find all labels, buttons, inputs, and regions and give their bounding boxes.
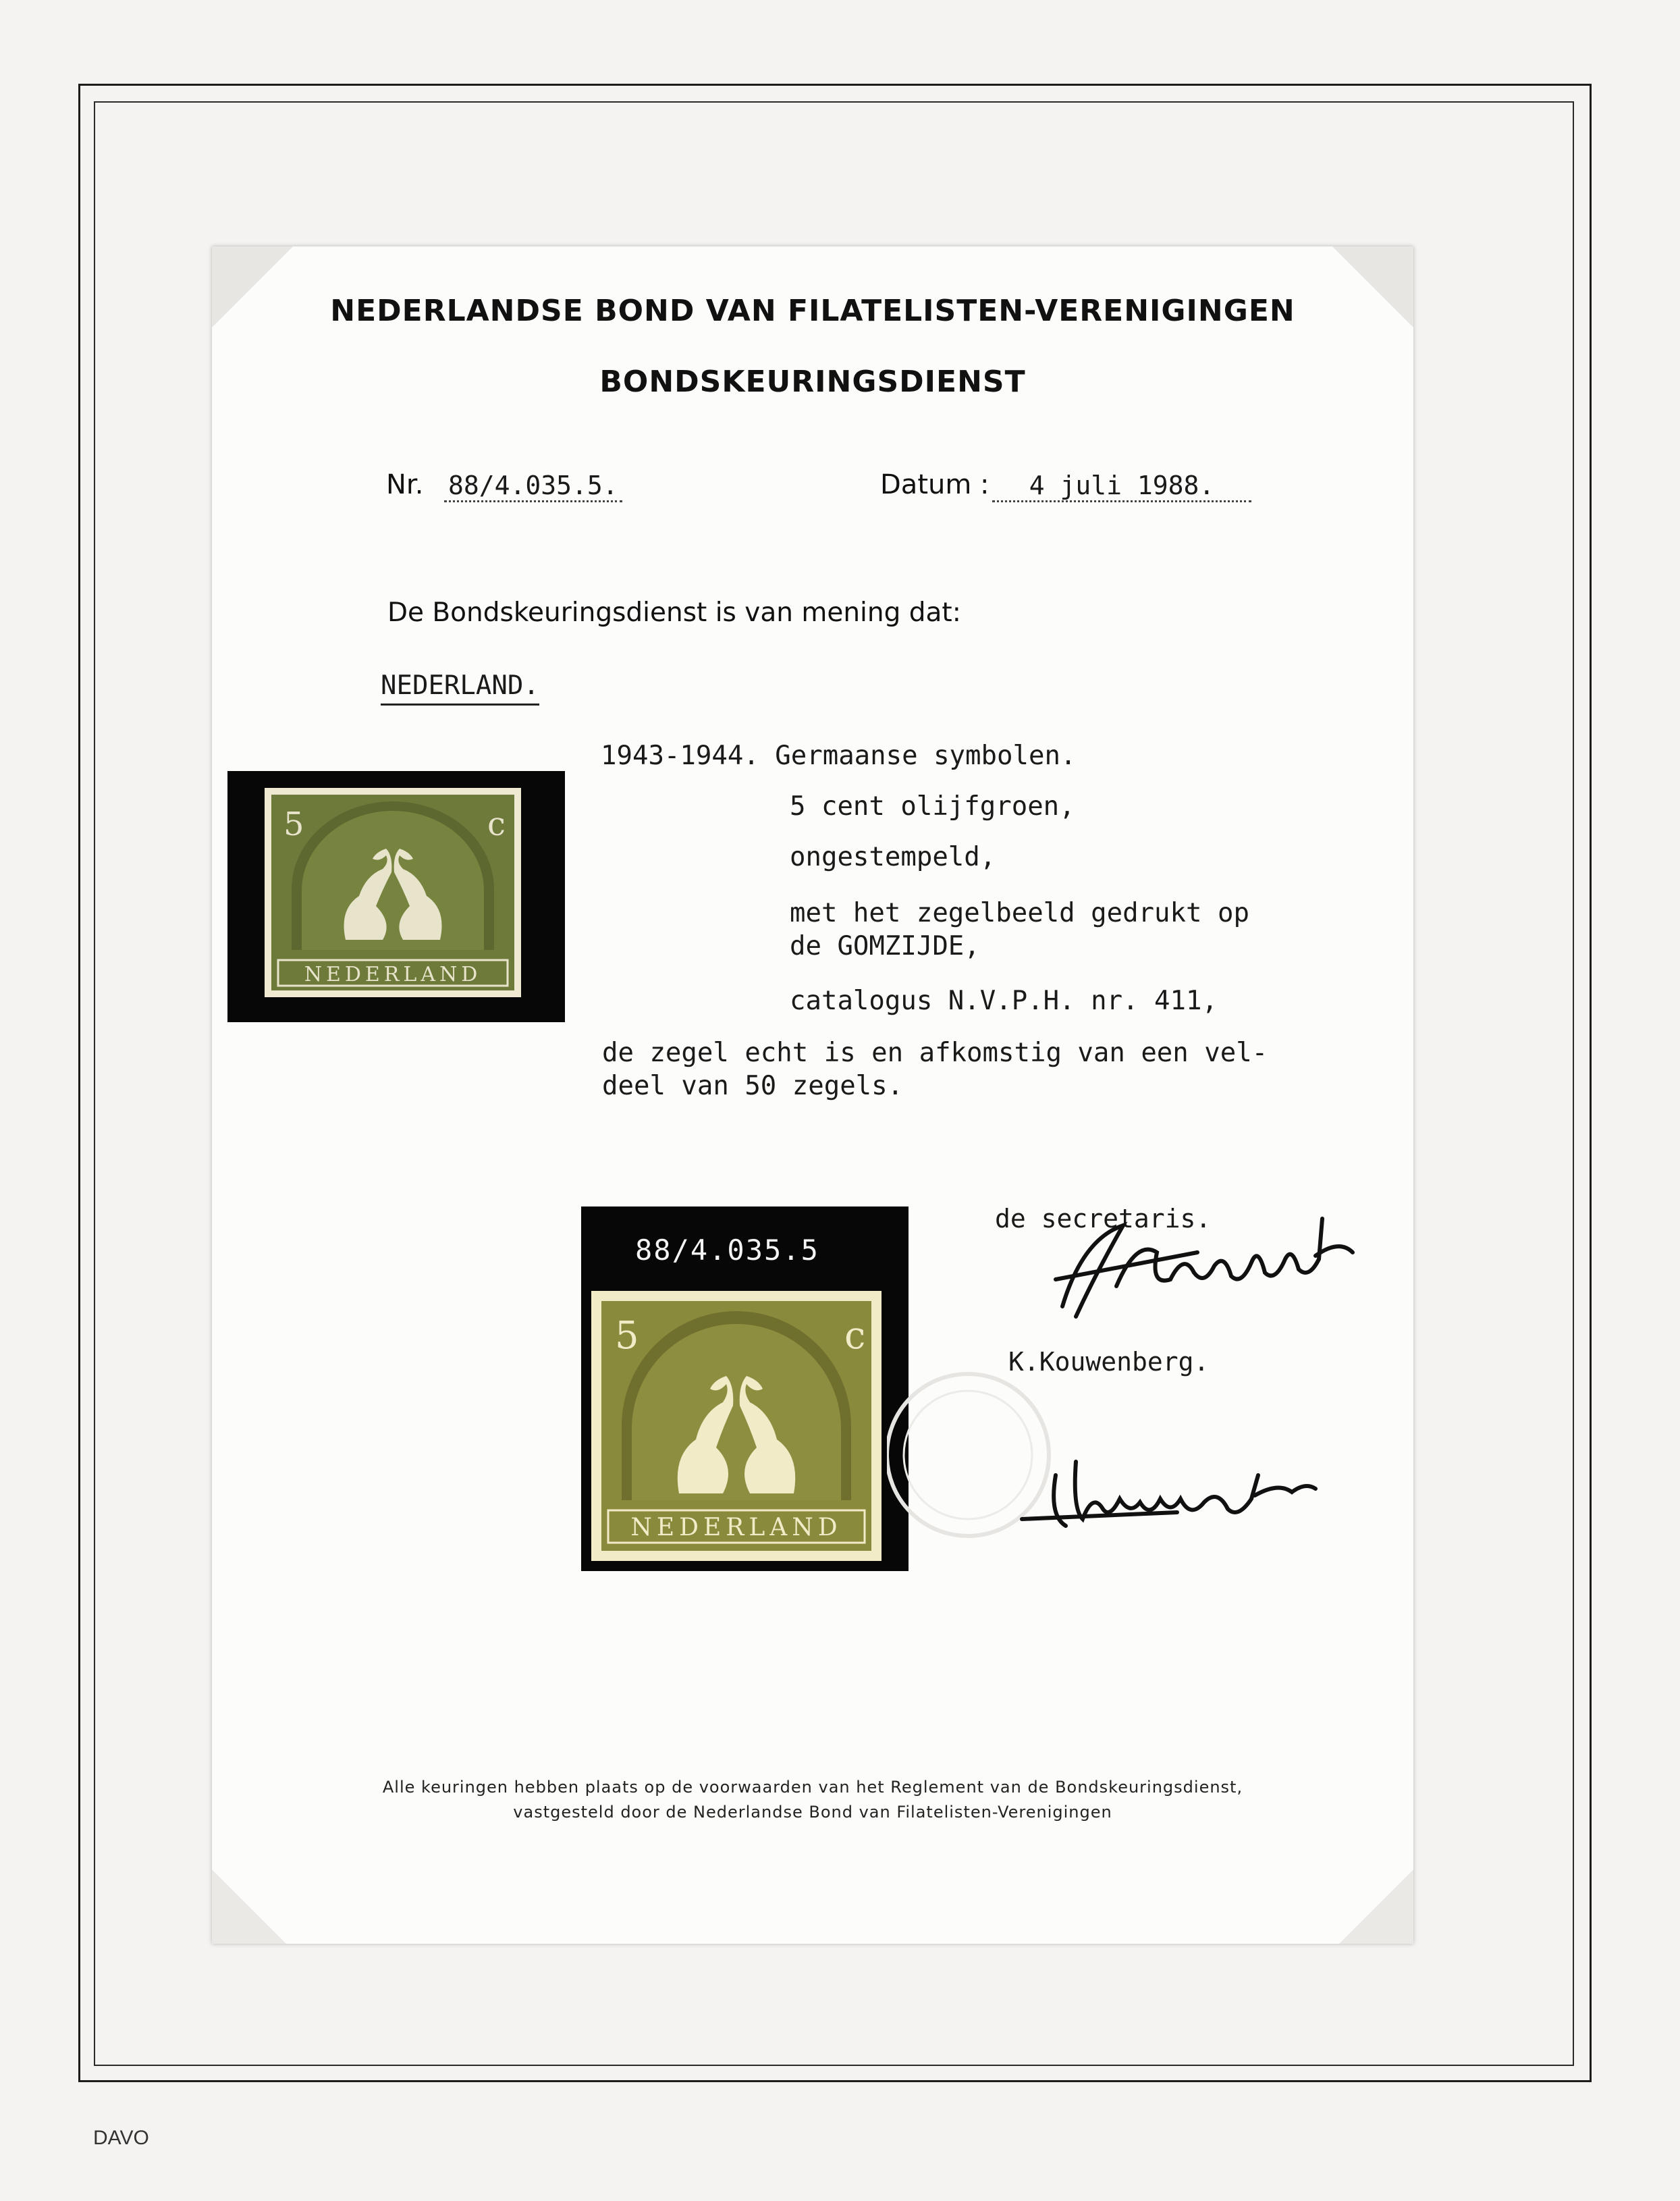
stamp-country-text: NEDERLAND (304, 963, 482, 986)
description-line: de GOMZIJDE, (790, 931, 980, 961)
description-line: catalogus N.V.P.H. nr. 411, (790, 986, 1218, 1016)
stamp-value-left: 5 (283, 805, 304, 843)
stamp-value-left: 5 (615, 1314, 639, 1358)
description-line: 5 cent olijfgroen, (790, 791, 1075, 822)
organization-title: NEDERLANDSE BOND VAN FILATELISTEN-VERENIGINGEN (330, 294, 1295, 328)
description-line: de zegel echt is en afkomstig van een vel- (602, 1038, 1268, 1068)
department-title: BONDSKEURINGSDIENST (599, 365, 1026, 399)
stamp-country-text: NEDERLAND (630, 1514, 842, 1541)
description-line: deel van 50 zegels. (602, 1071, 904, 1101)
secretary-signature (1022, 1198, 1373, 1327)
opinion-statement: De Bondskeuringsdienst is van mening dat: (387, 598, 961, 628)
second-signature (1008, 1435, 1346, 1543)
description-line: ongestempeld, (790, 842, 996, 872)
description-line: 1943-1944. Germaanse symbolen. (601, 741, 1077, 771)
datum-value: 4 juli 1988. (992, 471, 1251, 502)
datum-label: Datum : (880, 469, 990, 500)
photo-corner (1339, 1869, 1413, 1944)
stamp-photo-front (227, 771, 565, 1022)
secretary-name: K.Kouwenberg. (1008, 1347, 1210, 1377)
description-line: met het zegelbeeld gedrukt op (790, 898, 1249, 928)
stamp-image-back (591, 1291, 882, 1561)
footer-line: Alle keuringen hebben plaats op de voorwaarden van het Reglement van de Bondskeuringsdienst, (382, 1778, 1243, 1797)
photo-corner (212, 1869, 286, 1944)
photo-handwritten-number: 88/4.035.5 (635, 1234, 819, 1267)
nr-value: 88/4.035.5. (444, 471, 622, 502)
stamp-value-right: c (487, 805, 506, 843)
stamp-image-front (265, 788, 521, 997)
stamp-photo-back (581, 1206, 909, 1571)
secretary-label: de secretaris. (995, 1204, 1212, 1234)
country-heading: NEDERLAND. (381, 670, 539, 706)
stamp-value-right: c (844, 1314, 866, 1358)
album-brand: DAVO (93, 2127, 149, 2149)
footer-line: vastgesteld door de Nederlandse Bond van Filatelisten-Verenigingen (513, 1803, 1112, 1822)
nr-label: Nr. (386, 469, 424, 500)
expertise-certificate (212, 246, 1413, 1944)
